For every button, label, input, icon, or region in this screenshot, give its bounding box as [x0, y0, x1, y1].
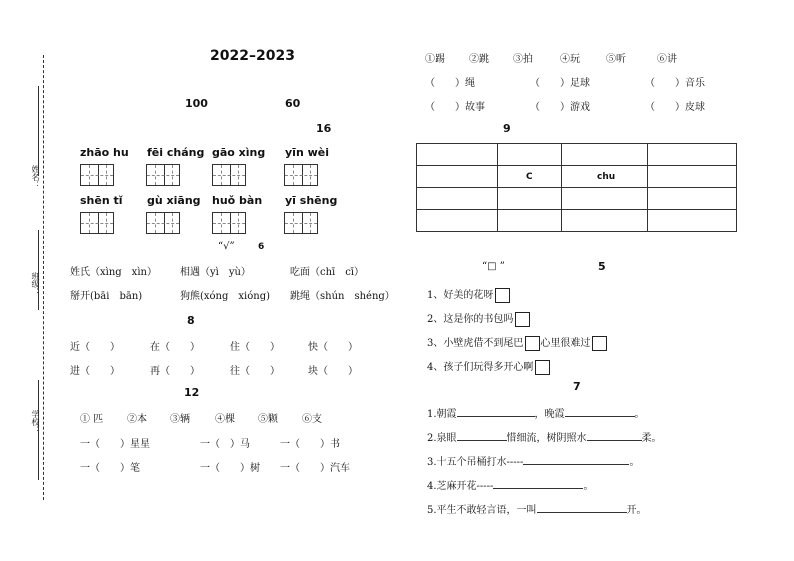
verb-fill-1-1[interactable]: （ ）绳: [425, 78, 475, 89]
pinyin-1-1: zhāo hu: [80, 146, 129, 159]
score-number: 100: [185, 97, 208, 110]
pinyin-1-4: yīn wèi: [285, 146, 329, 159]
choose-2-2[interactable]: 狗熊(xóng xióng): [180, 291, 271, 302]
poem-line-1: 1.朝霞 ，晚霞 。: [427, 409, 645, 420]
choose-2-3[interactable]: 跳绳（shún shéng）: [290, 291, 395, 302]
verb-2: ②跳: [469, 54, 489, 65]
fill-1-2[interactable]: 一（ ）马: [200, 439, 250, 450]
form-1-3[interactable]: 住（ ）: [230, 342, 280, 353]
measure-4: ④棵: [215, 414, 235, 425]
writing-grid[interactable]: [212, 164, 246, 186]
blank[interactable]: [493, 488, 583, 489]
classify-table: [416, 143, 737, 232]
punct-1: 1、好美的花呀: [427, 286, 510, 303]
pinyin-2-3: huǒ bàn: [212, 194, 263, 207]
name-label: 姓名：: [31, 165, 40, 189]
verb-fill-1-3[interactable]: （ ）音乐: [645, 78, 705, 89]
writing-grid[interactable]: [80, 212, 114, 234]
fill-1-3[interactable]: 一（ ）书: [280, 439, 340, 450]
form-1-2[interactable]: 在（ ）: [150, 342, 200, 353]
poem-line-2: 2.泉眼 惜细流，树阴照水 柔。: [427, 433, 662, 444]
answer-box[interactable]: [515, 312, 530, 327]
answer-box[interactable]: [525, 336, 540, 351]
verb-4: ④玩: [560, 54, 580, 65]
measure-1: ① 匹: [80, 414, 104, 425]
page-title: 2022–2023: [210, 48, 295, 64]
pinyin-2-4: yī shēng: [285, 194, 338, 207]
blank[interactable]: [523, 464, 629, 465]
answer-box[interactable]: [495, 288, 510, 303]
pinyin-1-2: fēi cháng: [147, 146, 205, 159]
punct-4: 4、孩子们玩得多开心啊: [427, 358, 550, 375]
choose-1-3[interactable]: 吃面（chī cī）: [290, 267, 365, 278]
blank[interactable]: [587, 440, 642, 441]
verb-fill-2-3[interactable]: （ ）皮球: [645, 102, 705, 113]
writing-grid[interactable]: [284, 212, 318, 234]
writing-grid[interactable]: [212, 212, 246, 234]
writing-grid[interactable]: [80, 164, 114, 186]
writing-grid[interactable]: [146, 212, 180, 234]
verb-fill-1-2[interactable]: （ ）足球: [530, 78, 590, 89]
fill-1-1[interactable]: 一（ ）星星: [80, 439, 150, 450]
form-2-3[interactable]: 往（ ）: [230, 366, 280, 377]
verb-3: ③拍: [513, 54, 533, 65]
poem-line-4: 4.芝麻开花----- 。: [427, 481, 594, 492]
class-label: 班级：: [31, 272, 40, 296]
poem-line-3: 3.十五个吊桶打水----- 。: [427, 457, 640, 468]
choose-2-1[interactable]: 掰开(bāi bān): [70, 291, 143, 302]
fill-2-1[interactable]: 一（ ）笔: [80, 463, 140, 474]
writing-grid[interactable]: [146, 164, 180, 186]
check-number: 6: [258, 242, 265, 252]
form-2-4[interactable]: 块（ ）: [308, 366, 358, 377]
blank[interactable]: [565, 416, 635, 417]
punct-2: 2、这是你的书包吗: [427, 310, 530, 327]
verb-fill-2-2[interactable]: （ ）游戏: [530, 102, 590, 113]
time-number: 60: [285, 97, 301, 110]
q3-number: 8: [187, 314, 195, 327]
writing-grid[interactable]: [284, 164, 318, 186]
measure-5: ⑤颗: [258, 414, 278, 425]
table-cell-chu: chu: [562, 166, 648, 188]
form-2-2[interactable]: 再（ ）: [150, 366, 200, 377]
binding-line: [43, 55, 44, 500]
pinyin-2-2: gù xiāng: [147, 194, 201, 207]
choose-1-1[interactable]: 姓氏（xìng xìn）: [70, 267, 157, 278]
check-label: “√”: [218, 241, 235, 252]
fill-2-2[interactable]: 一（ ）树: [200, 463, 260, 474]
measure-3: ③辆: [170, 414, 190, 425]
q7-number: 7: [573, 380, 581, 393]
q9-number: 9: [503, 122, 511, 135]
form-1-1[interactable]: 近（ ）: [70, 342, 120, 353]
punct-3: 3、小壁虎借不到尾巴 心里很难过: [427, 334, 607, 351]
q1-number: 16: [316, 122, 332, 135]
pinyin-2-1: shēn tǐ: [80, 194, 123, 207]
verb-fill-2-1[interactable]: （ ）故事: [425, 102, 485, 113]
side-underline-1: [38, 86, 39, 176]
school-label: 学校：: [31, 410, 40, 434]
blank[interactable]: [537, 512, 627, 513]
fill-2-3[interactable]: 一（ ）汽车: [280, 463, 350, 474]
q4-number: 12: [184, 386, 200, 399]
form-2-1[interactable]: 进（ ）: [70, 366, 120, 377]
verb-5: ⑤听: [606, 54, 626, 65]
blank[interactable]: [457, 440, 507, 441]
verb-1: ①踢: [425, 54, 445, 65]
answer-box[interactable]: [592, 336, 607, 351]
side-underline-2: [38, 230, 39, 310]
verb-6: ⑥讲: [657, 54, 677, 65]
table-cell-c: C: [498, 166, 562, 188]
pinyin-1-3: gāo xìng: [212, 146, 266, 159]
measure-2: ②本: [127, 414, 147, 425]
box-label: “□ ”: [482, 261, 505, 272]
choose-1-2[interactable]: 相遇（yì yù）: [180, 267, 251, 278]
measure-6: ⑥支: [302, 414, 322, 425]
blank[interactable]: [457, 416, 535, 417]
answer-box[interactable]: [535, 360, 550, 375]
q5-number: 5: [598, 260, 606, 273]
poem-line-5: 5.平生不敢轻言语，一叫 开。: [427, 505, 647, 516]
form-1-4[interactable]: 快（ ）: [308, 342, 358, 353]
